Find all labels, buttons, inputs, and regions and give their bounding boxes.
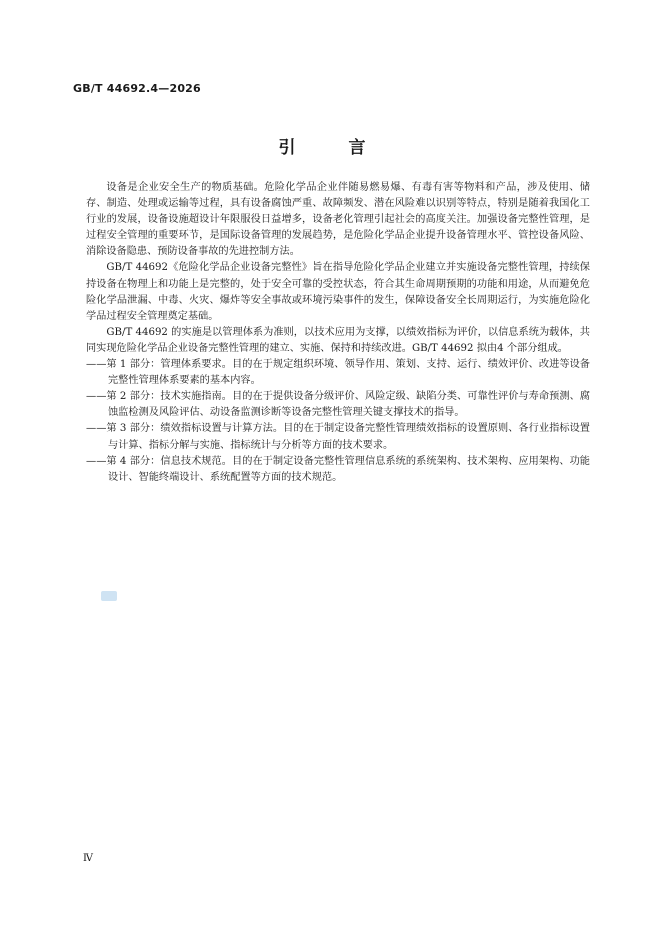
- paragraph: GB/T 44692《危险化学品企业设备完整性》旨在指导危险化学品企业建立并实施设备完整性管理，持续保持设备在物理上和功能上是完整的，处于安全可靠的受控状态，符合其生命周期预期的功能和用途，从而避免危险化学品泄漏、中毒、火灾、爆炸等安全事故或环境污染事件的发生，保障设备安全长周期运行，为实施危险化学品过程安全管理奠定基础。: [86, 262, 590, 322]
- page-number: Ⅳ: [83, 853, 93, 864]
- paragraph: GB/T 44692 的实施是以管理体系为准则，以技术应用为支撑，以绩效指标为评价，以信息系统为载体，共同实现危险化学品企业设备完整性管理的建立、实施、保持和持续改进。GB/T 44692 拟由4 个部分组成。: [86, 326, 590, 354]
- list-item-part-3: ——第 3 部分：绩效指标设置与计算方法。目的在于制定设备完整性管理绩效指标的设置原则、各行业指标设置与计算、指标分解与实施、指标统计与分析等方面的技术要求。: [86, 423, 590, 451]
- document-body: [86, 180, 590, 486]
- list-item-part-1: ——第 1 部分：管理体系要求。目的在于规定组织环境、领导作用、策划、支持、运行、绩效评价、改进等设备完整性管理体系要素的基本内容。: [86, 359, 590, 387]
- standard-code: GB/T 44692.4—2026: [73, 82, 201, 95]
- paragraph: 设备是企业安全生产的物质基础。危险化学品企业伴随易燃易爆、有毒有害等物料和产品，涉及使用、储存、制造、处理或运输等过程，具有设备腐蚀严重、故障频发、潜在风险难以识别等特点，特别是随着我国化工行业的发展，设备设施超设计年限服役日益增多，设备老化管理引起社会的高度关注。加强设备完整性管理，是过程安全管理的重要环节，是国际设备管理的发展趋势，是危险化学品企业提升设备管理水平、管控设备风险、消除设备隐患、预防设备事故的先进控制方法。: [86, 182, 590, 258]
- page-title: 引 言: [278, 138, 384, 158]
- list-item-part-4: ——第 4 部分：信息技术规范。目的在于制定设备完整性管理信息系统的系统架构、技术架构、应用架构、功能设计、智能终端设计、系统配置等方面的技术规范。: [86, 455, 590, 483]
- list-item-part-2: ——第 2 部分：技术实施指南。目的在于提供设备分级评价、风险定级、缺陷分类、可靠性评价与寿命预测、腐蚀监检测及风险评估、动设备监测诊断等设备完整性管理关键支撑技术的指导。: [86, 391, 590, 419]
- watermark-stamp: [101, 591, 117, 601]
